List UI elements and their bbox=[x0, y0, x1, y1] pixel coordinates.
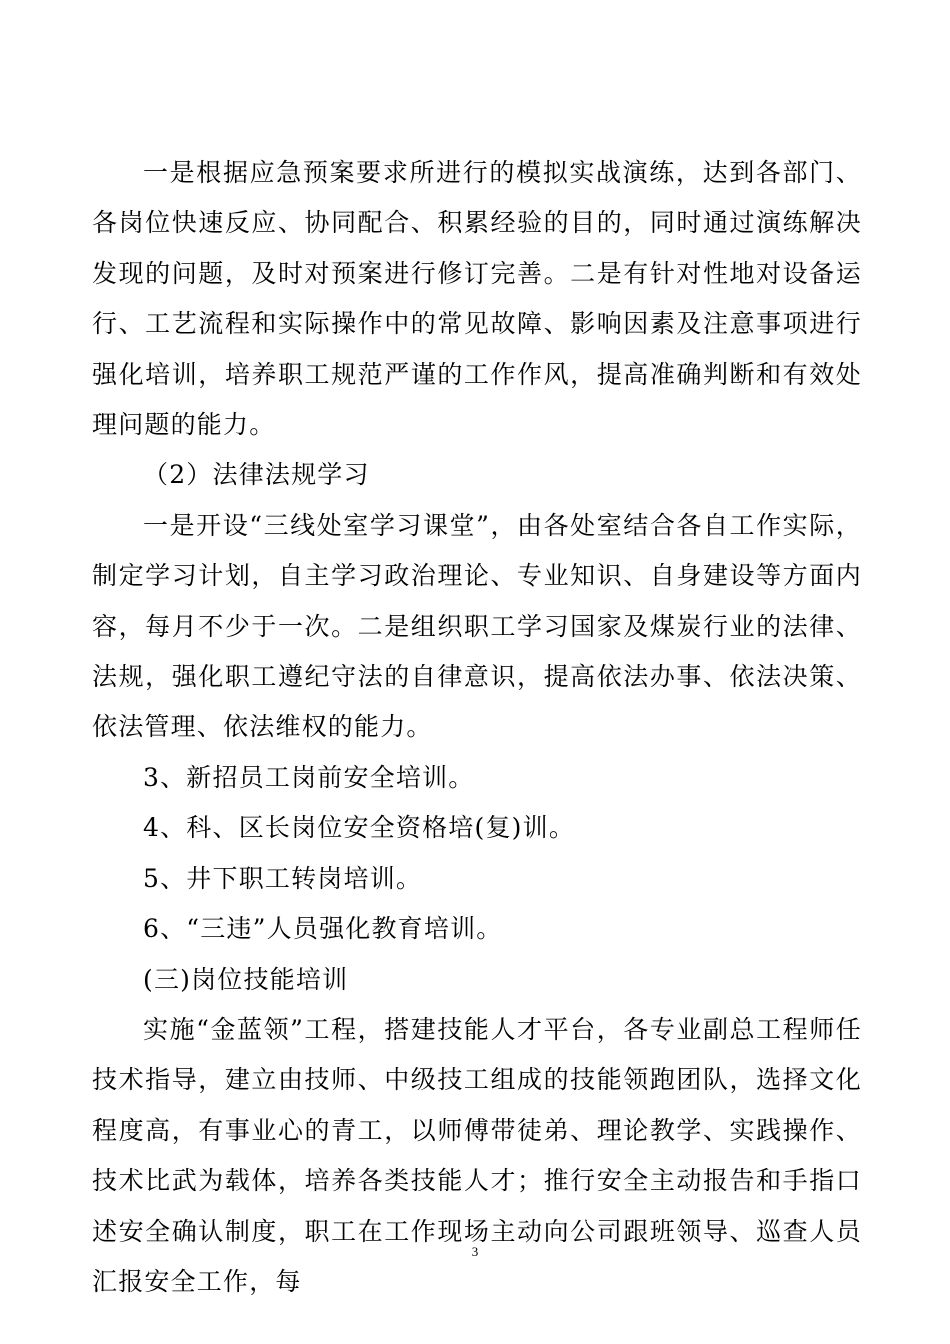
paragraph-skill-training: 实施“金蓝领”工程，搭建技能人才平台，各专业副总工程师任技术指导，建立由技师、中级技工组成的技能领跑团队，选择文化程度高，有事业心的青工，以师傅带徒弟、理论教学、实践操作、技术比武为载体，培养各类技能人才；推行安全主动报告和手指口述安全确认制度，职工在工作现场主动向公司跟班领导、巡查人员汇报安全工作，每 bbox=[92, 1014, 862, 1296]
paragraph-drill-training: 一是根据应急预案要求所进行的模拟实战演练，达到各部门、各岗位快速反应、协同配合、积累经验的目的，同时通过演练解决发现的问题，及时对预案进行修订完善。二是有针对性地对设备运行、工艺流程和实际操作中的常见故障、影响因素及注意事项进行强化培训，培养职工规范严谨的工作作风，提高准确判断和有效处理问题的能力。 bbox=[92, 158, 862, 440]
list-item-violation-training: 6、“三违”人员强化教育培训。 bbox=[143, 914, 503, 944]
section-heading-skill-training: (三)岗位技能培训 bbox=[143, 964, 349, 994]
list-item-section-chief-training: 4、科、区长岗位安全资格培(复)训。 bbox=[143, 813, 576, 843]
list-item-transfer-training: 5、井下职工转岗培训。 bbox=[143, 863, 423, 893]
page-number: 3 bbox=[471, 1244, 479, 1259]
section-heading-law-study: （2）法律法规学习 bbox=[143, 460, 370, 490]
paragraph-law-study: 一是开设“三线处室学习课堂”，由各处室结合各自工作实际，制定学习计划，自主学习政治理论、专业知识、自身建设等方面内容，每月不少于一次。二是组织职工学习国家及煤炭行业的法律、法规，强化职工遵纪守法的自律意识，提高依法办事、依法决策、依法管理、依法维权的能力。 bbox=[92, 510, 862, 742]
list-item-new-employee-training: 3、新招员工岗前安全培训。 bbox=[143, 762, 475, 792]
document-body bbox=[92, 148, 862, 1307]
